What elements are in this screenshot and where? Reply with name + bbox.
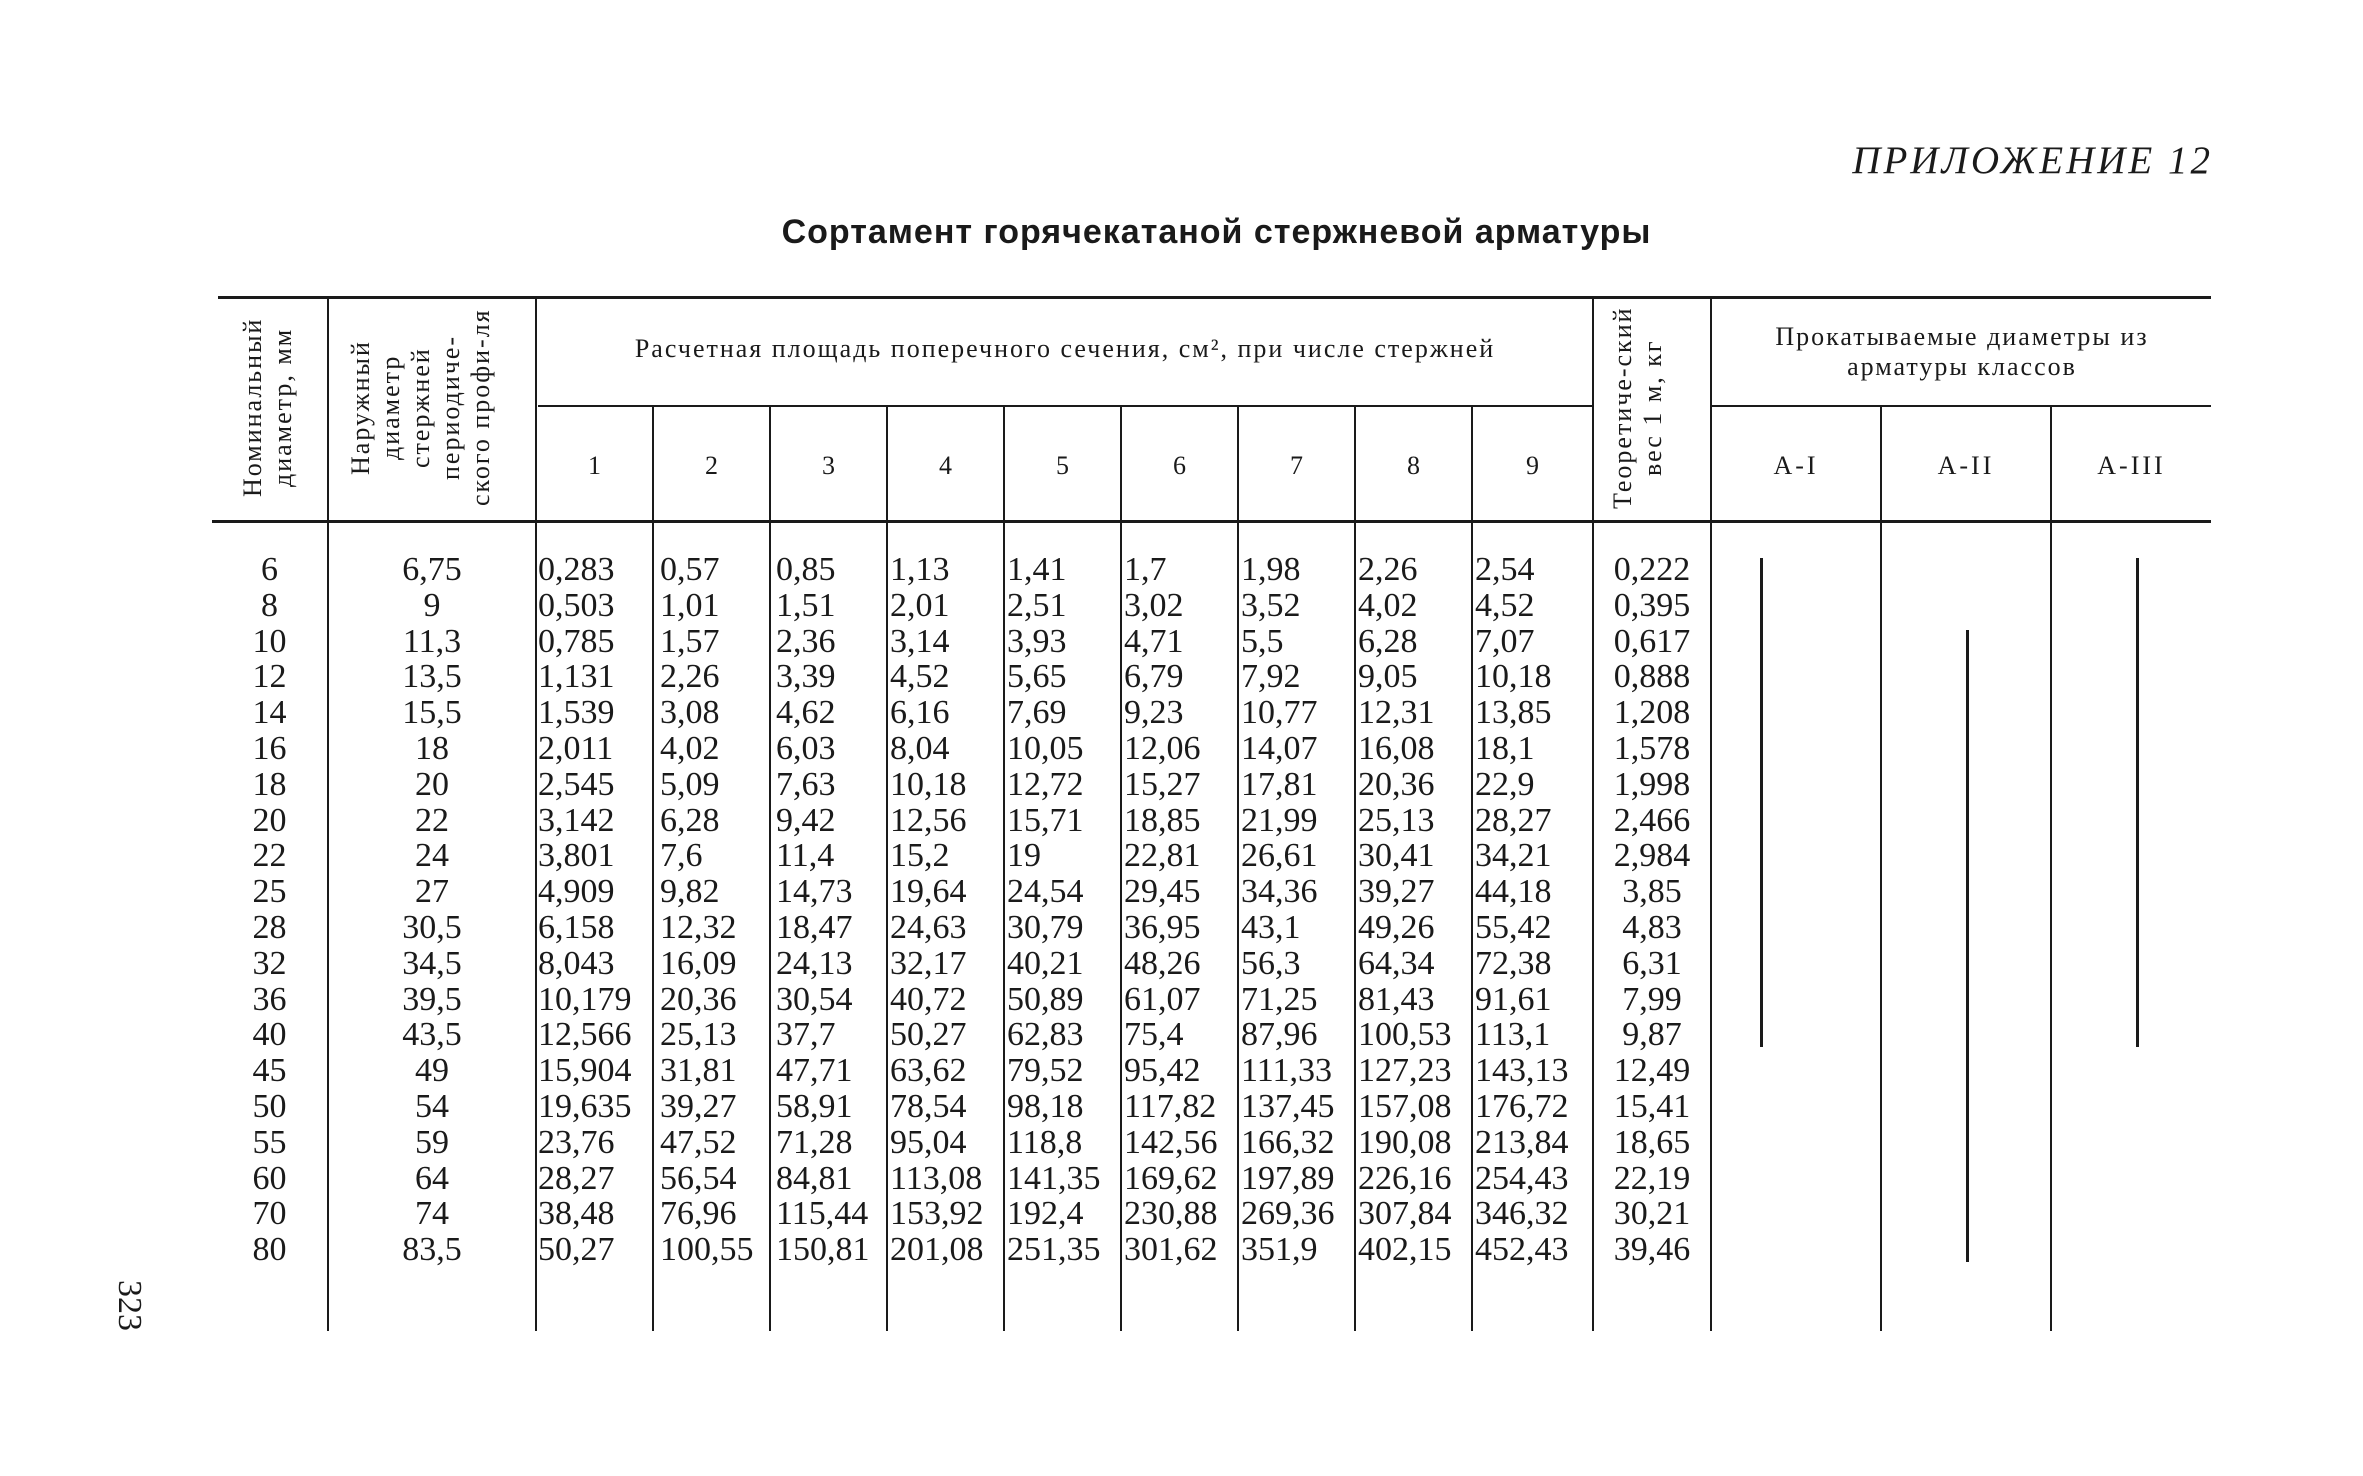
table-cell: 117,82: [1124, 1087, 1217, 1125]
col-weight: [1594, 552, 1710, 1268]
table-cell: 176,72: [1475, 1087, 1569, 1125]
table-cell: 28,27: [1475, 801, 1552, 839]
table-cell: 11,3: [402, 622, 462, 660]
table-cell: 13,85: [1475, 694, 1552, 732]
table-cell: 50,89: [1007, 980, 1084, 1018]
table-cell: 39,27: [660, 1087, 737, 1125]
table-cell: 10,18: [1475, 658, 1552, 696]
col-area-1: [538, 552, 652, 1268]
table-cell: 0,85: [776, 551, 836, 588]
header-bar-count-9: 9: [1526, 451, 1539, 480]
table-cell: 43,1: [1241, 908, 1301, 946]
table-cell: 169,62: [1124, 1159, 1218, 1197]
table-cell: 18,85: [1124, 801, 1201, 839]
table-cell: 301,62: [1124, 1231, 1218, 1269]
table-cell: 7,07: [1475, 622, 1535, 660]
table-cell: 3,142: [538, 801, 615, 839]
column-rule: [652, 407, 654, 1331]
column-rule: [886, 407, 888, 1331]
table-cell: 2,36: [776, 622, 836, 660]
table-top-rule: [218, 296, 2211, 299]
table-cell: 34,5: [402, 944, 462, 982]
table-cell: 0,57: [660, 551, 720, 588]
column-rule: [769, 407, 771, 1331]
area-subheader-rule: [538, 405, 1594, 407]
table-cell: 142,56: [1124, 1123, 1218, 1161]
class-range-a2: [1966, 630, 1969, 1262]
table-cell: 141,35: [1007, 1159, 1101, 1197]
table-cell: 64,34: [1358, 944, 1435, 982]
table-cell: 1,7: [1124, 551, 1167, 588]
column-rule: [1354, 407, 1356, 1331]
table-cell: 18,65: [1613, 1123, 1691, 1161]
table-cell: 74: [415, 1195, 449, 1233]
table-cell: 2,01: [890, 586, 950, 624]
table-cell: 10: [252, 622, 287, 660]
table-cell: 87,96: [1241, 1016, 1318, 1054]
table-cell: 60: [252, 1159, 287, 1197]
table-cell: 3,93: [1007, 622, 1067, 660]
table-cell: 83,5: [402, 1231, 462, 1269]
table-cell: 12,566: [538, 1016, 632, 1054]
page-number: 323: [111, 1280, 148, 1331]
table-cell: 351,9: [1241, 1231, 1318, 1269]
table-cell: 20,36: [660, 980, 737, 1018]
column-rule: [1003, 407, 1005, 1331]
table-cell: 63,62: [890, 1052, 967, 1090]
table-cell: 157,08: [1358, 1087, 1452, 1125]
table-cell: 56,3: [1241, 944, 1301, 982]
table-cell: 6,75: [402, 551, 462, 588]
table-cell: 9,87: [1622, 1016, 1682, 1054]
table-cell: 54: [415, 1087, 449, 1125]
table-cell: 12,56: [890, 801, 967, 839]
table-cell: 0,888: [1613, 658, 1691, 696]
table-cell: 12,32: [660, 908, 737, 946]
table-cell: 3,39: [776, 658, 836, 696]
table-cell: 50,27: [890, 1016, 967, 1054]
table-cell: 25,13: [660, 1016, 737, 1054]
table-cell: 37,7: [776, 1016, 836, 1054]
table-cell: 269,36: [1241, 1195, 1335, 1233]
header-bar-count-4: 4: [939, 451, 952, 480]
table-cell: 24,63: [890, 908, 967, 946]
table-cell: 30,21: [1613, 1195, 1691, 1233]
table-cell: 3,85: [1622, 873, 1682, 911]
table-cell: 22,9: [1475, 765, 1535, 803]
table-cell: 15,2: [890, 837, 950, 875]
table-cell: 48,26: [1124, 944, 1201, 982]
table-cell: 31,81: [660, 1052, 737, 1090]
table-cell: 30,41: [1358, 837, 1435, 875]
table-cell: 34,36: [1241, 873, 1318, 911]
table-cell: 16: [252, 729, 287, 767]
table-cell: 111,33: [1241, 1052, 1332, 1090]
table-cell: 20: [252, 801, 287, 839]
table-cell: 59: [415, 1123, 449, 1161]
table-cell: 9,05: [1358, 658, 1418, 696]
table-cell: 143,13: [1475, 1052, 1569, 1090]
table-cell: 190,08: [1358, 1123, 1452, 1161]
table-cell: 84,81: [776, 1159, 853, 1197]
table-cell: 18,47: [776, 908, 853, 946]
table-cell: 24,13: [776, 944, 853, 982]
table-cell: 28,27: [538, 1159, 615, 1197]
table-cell: 75,4: [1124, 1016, 1184, 1054]
header-bar-count-3: 3: [822, 451, 835, 480]
col-outer-diameter: [329, 552, 535, 1268]
table-cell: 2,54: [1475, 551, 1535, 588]
table-cell: 100,53: [1358, 1016, 1452, 1054]
table-cell: 25,13: [1358, 801, 1435, 839]
table-cell: 19,64: [890, 873, 967, 911]
table-cell: 58,91: [776, 1087, 853, 1125]
table-cell: 13,5: [402, 658, 462, 696]
table-cell: 27: [415, 873, 449, 911]
table-cell: 19,635: [538, 1087, 632, 1125]
table-cell: 226,16: [1358, 1159, 1452, 1197]
table-cell: 113,1: [1475, 1016, 1551, 1054]
col-area-4: [890, 552, 1003, 1268]
table-cell: 62,83: [1007, 1016, 1084, 1054]
col-area-2: [660, 552, 769, 1268]
table-cell: 12,06: [1124, 729, 1201, 767]
table-cell: 7,63: [776, 765, 836, 803]
table-cell: 4,52: [1475, 586, 1535, 624]
table-cell: 402,15: [1358, 1231, 1452, 1269]
table-cell: 15,904: [538, 1052, 632, 1090]
table-cell: 6,28: [660, 801, 720, 839]
table-cell: 6,28: [1358, 622, 1418, 660]
table-cell: 50: [252, 1087, 287, 1125]
table-cell: 1,539: [538, 694, 615, 732]
table-cell: 1,41: [1007, 551, 1067, 588]
table-cell: 22: [415, 801, 449, 839]
col-area-7: [1241, 552, 1354, 1268]
table-cell: 8: [261, 586, 278, 624]
table-cell: 98,18: [1007, 1087, 1084, 1125]
table-cell: 29,45: [1124, 873, 1201, 911]
table-cell: 44,18: [1475, 873, 1552, 911]
table-cell: 14: [252, 694, 287, 732]
table-cell: 40,72: [890, 980, 967, 1018]
table-cell: 3,52: [1241, 586, 1301, 624]
column-rule: [1880, 407, 1882, 1331]
col-area-6: [1124, 552, 1237, 1268]
header-bar-count-7: 7: [1290, 451, 1303, 480]
table-cell: 14,07: [1241, 729, 1318, 767]
header-bar-count-1: 1: [588, 451, 601, 480]
table-cell: 28: [252, 908, 287, 946]
table-cell: 9,82: [660, 873, 720, 911]
header-bottom-rule: [212, 520, 2211, 523]
table-cell: 49: [415, 1052, 449, 1090]
table-cell: 71,28: [776, 1123, 853, 1161]
table-cell: 36,95: [1124, 908, 1201, 946]
column-rule: [2050, 407, 2052, 1331]
table-cell: 0,283: [538, 551, 615, 588]
table-cell: 47,52: [660, 1123, 737, 1161]
table-cell: 30,5: [402, 908, 462, 946]
table-cell: 3,02: [1124, 586, 1184, 624]
table-cell: 2,545: [538, 765, 615, 803]
table-cell: 3,801: [538, 837, 615, 875]
header-class-a3: A-III: [2097, 451, 2166, 480]
table-cell: 2,26: [660, 658, 720, 696]
table-cell: 115,44: [776, 1195, 869, 1233]
table-cell: 18: [415, 729, 449, 767]
header-outer-diameter: Наружный диаметр стержней периодиче-ского профи-ля: [346, 308, 495, 507]
table-cell: 0,503: [538, 586, 615, 624]
header-weight: Теоретиче-ский вес 1 м, кг: [1608, 306, 1667, 509]
table-cell: 10,05: [1007, 729, 1084, 767]
table-cell: 71,25: [1241, 980, 1318, 1018]
table-cell: 39,46: [1613, 1231, 1691, 1269]
header-bar-count-2: 2: [705, 451, 718, 480]
header-bar-count-5: 5: [1056, 451, 1069, 480]
table-cell: 4,02: [1358, 586, 1418, 624]
table-cell: 91,61: [1475, 980, 1552, 1018]
table-cell: 18: [252, 765, 287, 803]
class-range-a3: [2136, 558, 2139, 1047]
table-cell: 55: [252, 1123, 287, 1161]
table-cell: 8,043: [538, 944, 615, 982]
table-cell: 49,26: [1358, 908, 1435, 946]
table-cell: 40: [252, 1016, 287, 1054]
table-cell: 50,27: [538, 1231, 615, 1269]
table-cell: 20: [415, 765, 449, 803]
header-class-a1: A-I: [1773, 451, 1819, 480]
table-cell: 2,984: [1613, 837, 1691, 875]
table-cell: 22,19: [1613, 1159, 1691, 1197]
table-cell: 30,79: [1007, 908, 1084, 946]
table-cell: 127,23: [1358, 1052, 1452, 1090]
table-cell: 47,71: [776, 1052, 853, 1090]
table-cell: 12,31: [1358, 694, 1435, 732]
table-cell: 153,92: [890, 1195, 984, 1233]
table-cell: 1,13: [890, 551, 950, 588]
table-cell: 19: [1007, 837, 1041, 875]
table-cell: 192,4: [1007, 1195, 1084, 1233]
page-title: Сортамент горячекатаной стержневой арматуры: [781, 213, 1652, 251]
table-cell: 8,04: [890, 729, 950, 767]
table-cell: 7,6: [660, 837, 703, 875]
table-cell: 70: [252, 1195, 287, 1233]
table-cell: 7,92: [1241, 658, 1301, 696]
table-cell: 4,83: [1622, 908, 1682, 946]
table-cell: 23,76: [538, 1123, 615, 1161]
table-cell: 6,158: [538, 908, 615, 946]
table-cell: 7,99: [1622, 980, 1682, 1018]
table-cell: 10,18: [890, 765, 967, 803]
table-cell: 251,35: [1007, 1231, 1101, 1269]
table-cell: 24: [415, 837, 449, 875]
table-cell: 137,45: [1241, 1087, 1335, 1125]
table-cell: 1,578: [1613, 729, 1691, 767]
table-cell: 95,42: [1124, 1052, 1201, 1090]
table-cell: 7,69: [1007, 694, 1067, 732]
table-cell: 5,65: [1007, 658, 1067, 696]
table-cell: 32: [252, 944, 287, 982]
table-cell: 78,54: [890, 1087, 967, 1125]
table-cell: 11,4: [776, 837, 835, 875]
table-cell: 307,84: [1358, 1195, 1452, 1233]
table-cell: 5,09: [660, 765, 720, 803]
table-cell: 254,43: [1475, 1159, 1569, 1197]
col-area-3: [776, 552, 886, 1268]
table-cell: 6,16: [890, 694, 950, 732]
table-cell: 1,208: [1613, 694, 1691, 732]
table-cell: 76,96: [660, 1195, 737, 1233]
table-cell: 14,73: [776, 873, 853, 911]
header-nominal-diameter: Номинальный диаметр, мм: [238, 317, 297, 498]
table-cell: 0,222: [1613, 551, 1691, 588]
table-cell: 9,23: [1124, 694, 1184, 732]
column-rule: [1237, 407, 1239, 1331]
table-cell: 95,04: [890, 1123, 967, 1161]
table-cell: 17,81: [1241, 765, 1318, 803]
table-cell: 2,51: [1007, 586, 1067, 624]
table-cell: 9,42: [776, 801, 836, 839]
table-cell: 64: [415, 1159, 449, 1197]
table-cell: 16,09: [660, 944, 737, 982]
header-area-group: Расчетная площадь поперечного сечения, см², при числе стержней: [634, 334, 1496, 363]
appendix-label: ПРИЛОЖЕНИЕ 12: [1852, 139, 2213, 182]
table-cell: 4,62: [776, 694, 836, 732]
class-range-a1: [1760, 558, 1763, 1047]
table-cell: 12: [252, 658, 287, 696]
column-rule: [1471, 407, 1473, 1331]
table-cell: 6,31: [1622, 944, 1682, 982]
table-cell: 39,27: [1358, 873, 1435, 911]
table-cell: 21,99: [1241, 801, 1318, 839]
table-cell: 113,08: [890, 1159, 983, 1197]
table-cell: 213,84: [1475, 1123, 1569, 1161]
table-cell: 45: [252, 1052, 287, 1090]
table-cell: 2,466: [1613, 801, 1691, 839]
table-cell: 15,41: [1613, 1087, 1691, 1125]
header-classes-group: Прокатываемые диаметры из арматуры классов: [1775, 322, 2149, 381]
table-cell: 6: [261, 551, 278, 588]
table-cell: 201,08: [890, 1231, 984, 1269]
table-cell: 150,81: [776, 1231, 870, 1269]
table-cell: 40,21: [1007, 944, 1084, 982]
table-cell: 72,38: [1475, 944, 1552, 982]
table-cell: 15,71: [1007, 801, 1084, 839]
header-bar-count-6: 6: [1173, 451, 1186, 480]
table-cell: 12,49: [1613, 1052, 1691, 1090]
table-cell: 26,61: [1241, 837, 1318, 875]
col-area-9: [1475, 552, 1592, 1268]
table-cell: 79,52: [1007, 1052, 1084, 1090]
table-cell: 118,8: [1007, 1123, 1083, 1161]
table-cell: 15,5: [402, 694, 462, 732]
classes-subheader-rule: [1712, 405, 2211, 407]
table-cell: 4,52: [890, 658, 950, 696]
table-cell: 4,02: [660, 729, 720, 767]
col-area-5: [1007, 552, 1120, 1268]
table-cell: 1,01: [660, 586, 720, 624]
table-cell: 1,57: [660, 622, 720, 660]
table-cell: 81,43: [1358, 980, 1435, 1018]
table-cell: 15,27: [1124, 765, 1201, 803]
table-cell: 4,909: [538, 873, 615, 911]
table-cell: 2,26: [1358, 551, 1418, 588]
table-cell: 9: [423, 586, 441, 624]
table-cell: 1,51: [776, 586, 836, 624]
table-cell: 1,131: [538, 658, 615, 696]
table-cell: 1,98: [1241, 551, 1301, 588]
table-cell: 12,72: [1007, 765, 1084, 803]
table-cell: 56,54: [660, 1159, 737, 1197]
table-cell: 18,1: [1475, 729, 1535, 767]
table-cell: 100,55: [660, 1231, 754, 1269]
table-cell: 24,54: [1007, 873, 1084, 911]
table-cell: 61,07: [1124, 980, 1201, 1018]
table-cell: 3,08: [660, 694, 720, 732]
table-cell: 36: [252, 980, 287, 1018]
table-cell: 55,42: [1475, 908, 1552, 946]
header-bar-count-8: 8: [1407, 451, 1420, 480]
table-cell: 346,32: [1475, 1195, 1569, 1233]
table-cell: 10,77: [1241, 694, 1318, 732]
table-cell: 2,011: [538, 729, 614, 767]
table-cell: 20,36: [1358, 765, 1435, 803]
table-cell: 16,08: [1358, 729, 1435, 767]
table-cell: 0,785: [538, 622, 615, 660]
table-cell: 32,17: [890, 944, 967, 982]
table-cell: 22,81: [1124, 837, 1201, 875]
table-cell: 30,54: [776, 980, 853, 1018]
table-cell: 10,179: [538, 980, 632, 1018]
column-rule: [1120, 407, 1122, 1331]
table-cell: 452,43: [1475, 1231, 1569, 1269]
table-cell: 39,5: [402, 980, 462, 1018]
table-cell: 166,32: [1241, 1123, 1335, 1161]
col-area-8: [1358, 552, 1471, 1268]
table-cell: 6,79: [1124, 658, 1184, 696]
table-cell: 4,71: [1124, 622, 1184, 660]
table-cell: 230,88: [1124, 1195, 1218, 1233]
table-cell: 22: [252, 837, 287, 875]
col-nominal-diameter: [212, 552, 327, 1268]
table-cell: 1,998: [1613, 765, 1691, 803]
header-class-a2: A-II: [1937, 451, 1995, 480]
table-cell: 25: [252, 873, 287, 911]
table-cell: 3,14: [890, 622, 950, 660]
table-cell: 0,395: [1613, 586, 1691, 624]
table-cell: 34,21: [1475, 837, 1552, 875]
table-cell: 0,617: [1613, 622, 1691, 660]
table-cell: 197,89: [1241, 1159, 1335, 1197]
table-cell: 38,48: [538, 1195, 615, 1233]
table-cell: 6,03: [776, 729, 836, 767]
table-cell: 5,5: [1241, 622, 1284, 660]
table-cell: 43,5: [402, 1016, 462, 1054]
table-cell: 80: [252, 1231, 287, 1269]
